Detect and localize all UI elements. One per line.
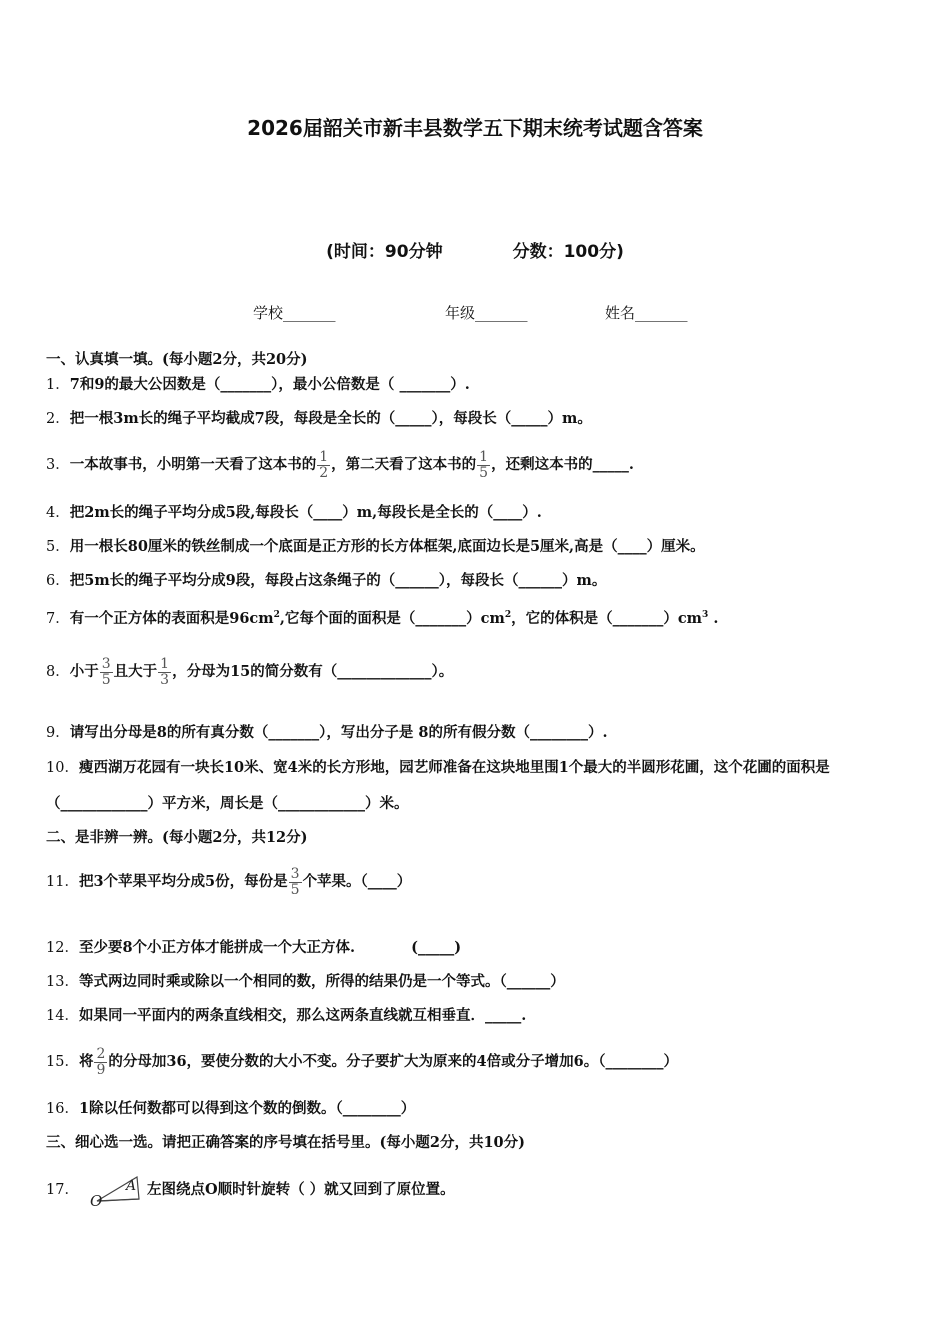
question-7: 7．有一个正方体的表面积是$96cm^2$,它每个面的面积是$(\_\_\_\_\_\_\_)cm^2$，它的体积是$(\_\_\_\_\_\_\_)cm^3$ . [46,609,719,627]
fraction-three-fifths: $\frac{3}{5}$ [101,655,111,688]
question-9: 9．请写出分母是8的所有真分数（_______），写出分子是 8的所有假分数（________）. [46,724,608,741]
section-2-heading: 二、是非辨一辨。(每小题2分，共12分) [46,829,308,846]
question-14: 14．如果同一平面内的两条直线相交，那么这两条直线就互相垂直．_____. [46,1007,527,1024]
section-1-heading: 一、认真填一填。(每小题2分，共20分) [46,351,308,368]
question-2: 2．把一根3m长的绳子平均截成7段，每段是全长的（_____），每段长（_____）m。 [46,410,592,427]
question-12: 12．至少要8个小正方体才能拼成一个大正方体. (_____) [46,939,462,956]
question-5: 5．用一根长80厘米的铁丝制成一个底面是正方形的长方体框架,底面边长是5厘米,高是（____）厘米。 [46,538,705,555]
question-6: 6．把5m长的绳子平均分成9段，每段占这条绳子的（______），每段长（______）m。 [46,572,607,589]
question-4: 4．把2m长的绳子平均分成5段,每段长（____）m,每段长是全长的（____）. [46,504,542,521]
rotation-figure [89,1173,143,1207]
fraction-two-ninths: $\frac{2}{9}$ [96,1045,106,1078]
school-field[interactable]: 学校_______ [253,304,336,322]
fraction-one-fifth: $\frac{1}{5}$ [479,448,489,481]
exam-time: (时间：90分钟 [326,242,443,262]
point-o-label: O [89,1192,103,1207]
question-17: 17． O A 左图绕点O顺时针旋转（ ）就又回到了原位置。 [46,1168,455,1212]
exam-info [0,237,950,262]
grade-field[interactable]: 年级_______ [445,304,528,322]
fraction-one-half: $\frac{1}{2}$ [319,448,329,481]
question-3: 3．一本故事书，小明第一天看了这本书的 $\frac{1}{2}$ ，第二天看了这本书的 $\frac{1}{5}$ ，还剩这本书的_____. [46,448,634,481]
question-8: 8．小于 $\frac{3}{5}$ 且大于 $\frac{1}{3}$ ，分母为15的简分数有（_____________）。 [46,655,454,688]
question-11: 11．把3个苹果平均分成5份，每份是 $\frac{3}{5}$ 个苹果。（____） [46,865,412,898]
exam-score: 分数：100分) [512,242,624,262]
document-title: 2026届韶关市新丰县数学五下期末统考试题含答案 [247,116,703,140]
question-16: 16．1除以任何数都可以得到这个数的倒数。（________） [46,1100,416,1117]
fraction-one-third: $\frac{1}{3}$ [160,655,170,688]
fraction-three-fifths: $\frac{3}{5}$ [290,865,300,898]
point-a-label: A [125,1178,137,1194]
section-3-heading: 三、细心选一选。请把正确答案的序号填在括号里。(每小题2分，共10分) [46,1134,525,1151]
name-field[interactable]: 姓名_______ [605,304,688,322]
question-13: 13．等式两边同时乘或除以一个相同的数，所得的结果仍是一个等式。（______） [46,973,565,990]
question-1: 1．7和9的最大公因数是（_______），最小公倍数是（ _______）. [46,376,470,393]
question-10: 10．瘦西湖万花园有一块长10米、宽4米的长方形地，园艺师准备在这块地里围1个最大的半圆形花圃，这个花圃的面积是（____________）平方米，周长是（____________）米。 [46,759,830,812]
question-15: 15．将 $\frac{2}{9}$ 的分母加36，要使分数的大小不变。分子要扩大为原来的4倍或分子增加6。（________） [46,1045,678,1078]
